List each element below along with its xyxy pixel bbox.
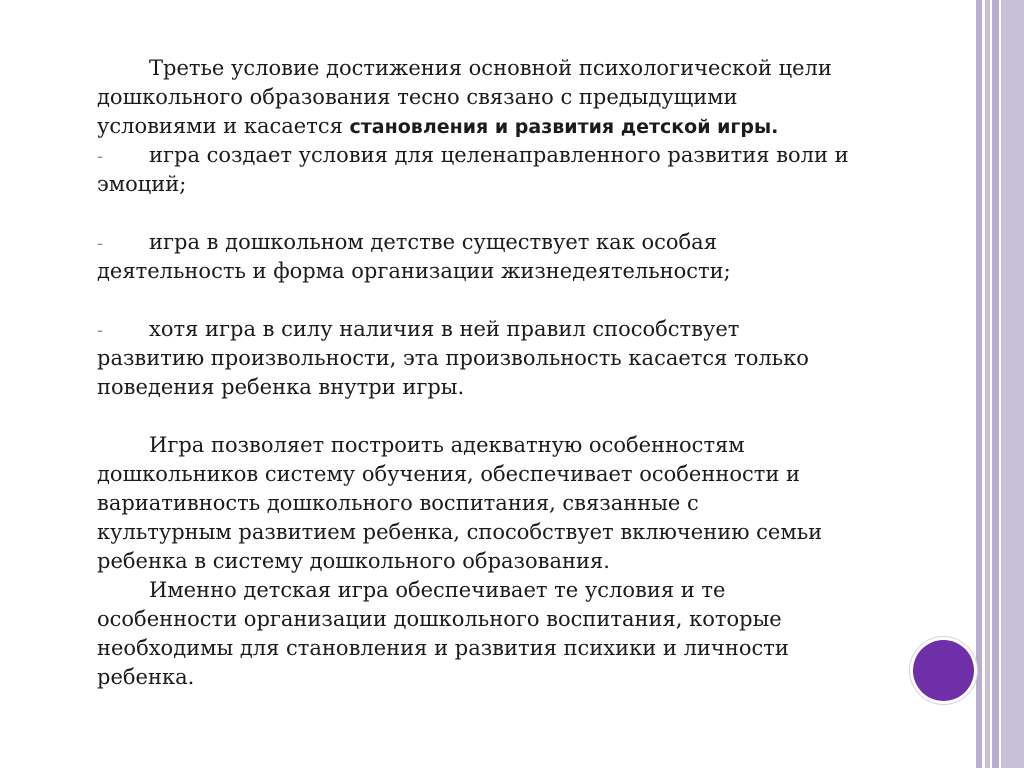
paragraph-line bbox=[97, 431, 917, 460]
border-stripe bbox=[976, 0, 982, 768]
text-run: развитию произвольности, эта произвольность касается только bbox=[97, 346, 809, 370]
bullet-line bbox=[97, 373, 917, 402]
spacer bbox=[97, 199, 917, 228]
spacer bbox=[97, 402, 917, 431]
paragraph-line bbox=[97, 634, 917, 663]
bullet-line bbox=[97, 257, 917, 286]
dash-bullet-icon: - bbox=[97, 146, 104, 167]
decorative-circle bbox=[913, 640, 974, 701]
paragraph-line bbox=[97, 547, 917, 576]
text-run: дошкольного образования тесно связано с предыдущими bbox=[97, 85, 738, 109]
spacer bbox=[97, 286, 917, 315]
paragraph-line bbox=[97, 489, 917, 518]
bold-text-run: становления и развития детской игры. bbox=[349, 116, 779, 138]
text-run: необходимы для становления и развития психики и личности bbox=[97, 636, 789, 660]
text-run: игра в дошкольном детстве существует как особая bbox=[149, 230, 717, 254]
bullet-line bbox=[97, 170, 917, 199]
dash-bullet-icon: - bbox=[97, 320, 104, 341]
bullet-line bbox=[97, 344, 917, 373]
paragraph-line bbox=[97, 83, 917, 112]
paragraph-line bbox=[97, 663, 917, 692]
text-run: эмоций; bbox=[97, 172, 187, 196]
text-run: условиями и касается bbox=[97, 114, 350, 138]
text-run: хотя игра в силу наличия в ней правил способствует bbox=[149, 317, 740, 341]
slide-body-text bbox=[97, 54, 917, 692]
paragraph-line bbox=[97, 518, 917, 547]
paragraph-line bbox=[97, 605, 917, 634]
text-run: деятельность и форма организации жизнедеятельности; bbox=[97, 259, 731, 283]
bullet-item bbox=[97, 228, 917, 257]
text-run: игра создает условия для целенаправленного развития воли и bbox=[149, 143, 849, 167]
text-run: Игра позволяет построить адекватную особенностям bbox=[149, 433, 745, 457]
text-run: особенности организации дошкольного воспитания, которые bbox=[97, 607, 782, 631]
text-run: вариативность дошкольного воспитания, связанные с bbox=[97, 491, 699, 515]
text-run: ребенка. bbox=[97, 665, 195, 689]
text-run: Именно детская игра обеспечивает те условия и те bbox=[149, 578, 726, 602]
paragraph-line bbox=[97, 112, 917, 141]
text-run: Третье условие достижения основной психологической цели bbox=[149, 56, 832, 80]
text-run: поведения ребенка внутри игры. bbox=[97, 375, 465, 399]
border-stripe bbox=[1001, 0, 1024, 768]
text-run: ребенка в систему дошкольного образования. bbox=[97, 549, 610, 573]
bullet-item bbox=[97, 315, 917, 344]
paragraph-line bbox=[97, 460, 917, 489]
dash-bullet-icon: - bbox=[97, 233, 104, 254]
border-stripe bbox=[992, 0, 999, 768]
paragraph-line bbox=[97, 576, 917, 605]
text-run: дошкольников систему обучения, обеспечивает особенности и bbox=[97, 462, 801, 486]
bullet-item bbox=[97, 141, 917, 170]
text-run: культурным развитием ребенка, способствует включению семьи bbox=[97, 520, 823, 544]
paragraph-line bbox=[97, 54, 917, 83]
